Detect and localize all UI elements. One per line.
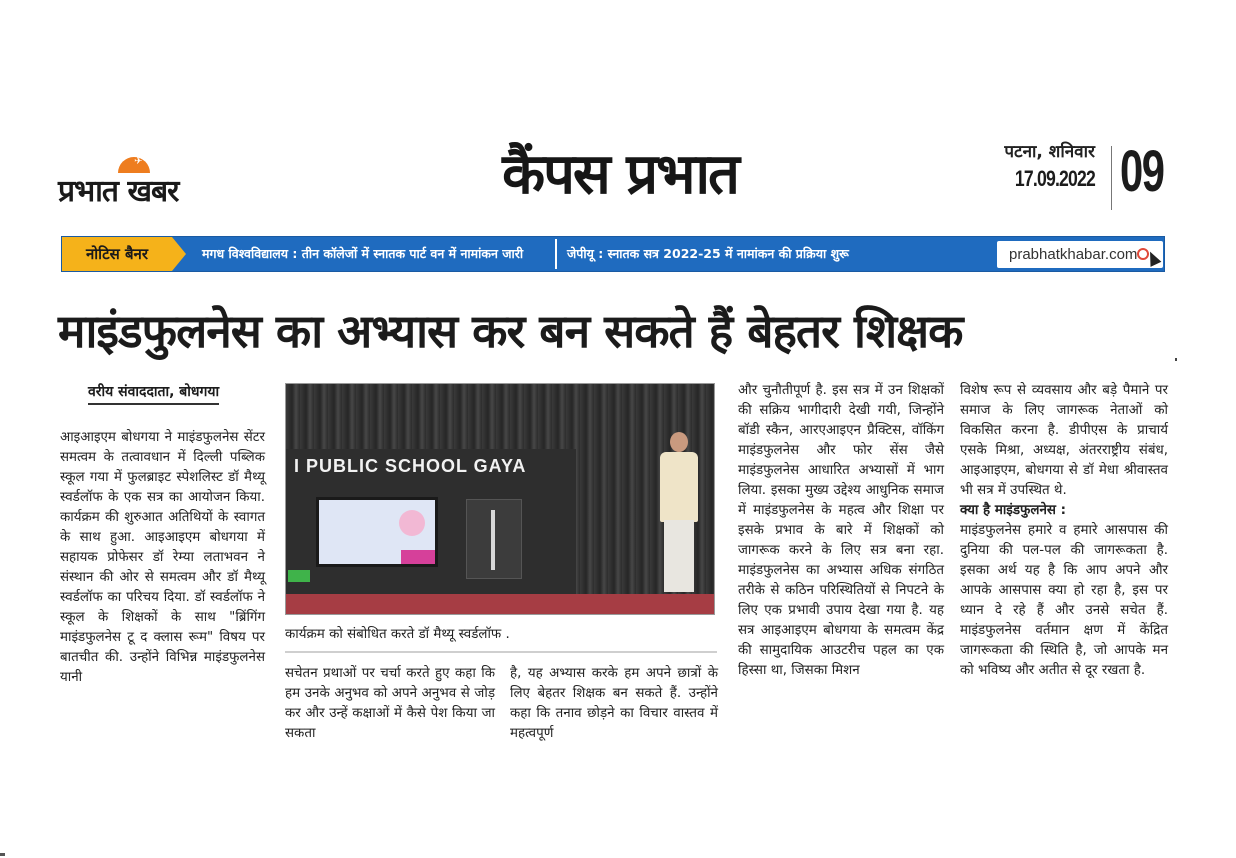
- speaker-shirt: [660, 452, 698, 522]
- page-number: 09: [1120, 139, 1164, 204]
- byline: वरीय संवाददाता, बोधगया: [88, 382, 219, 405]
- photo-caption: कार्यक्रम को संबोधित करते डॉ मैथ्यू स्वर्डलॉफ .: [285, 627, 510, 642]
- paragraph: माइंडफुलनेस हमारे व हमारे आसपास की दुनिया की पल-पल की जागरूकता है. इसका अर्थ यह है कि आप अपने और आपके आसपास क्या हो रहा है, इस पर ध्यान दे रहे हैं और उनसे सचेत हैं. माइंडफुलनेस वर्तमान क्षण में केंद्रित जागरूकता की स्थिति है, जो आपके मन को भविष्य और अतीत से दूर रखता है.: [960, 523, 1168, 678]
- dateline: [985, 140, 1095, 194]
- paragraph: और चुनौतीपूर्ण है. इस सत्र में उन शिक्षकों की सक्रिय भागीदारी देखी गयी, जिन्होंने बॉडी स्कैन, आरएआइएन प्रैक्टिस, वॉकिंग माइंडफुलनेस और फोर सेंस जैसे माइंडफुलनेस आधारित अभ्यासों में भाग लिया. इसका मुख्य उद्देश्य आधुनिक समाज में माइंडफुलनेस के महत्व और शिक्षा पर इसके प्रभाव के बारे में शिक्षकों को जागरूक करने के लिए सत्र बना रहा. माइंडफुलनेस का अभ्यास अधिक संगठित तरीके से कठिन परिस्थितियों से निपटने के लिए एक प्रभावी उपाय देखा गया है. यह सत्र आइआइएम बोधगया के समत्वम केंद्र की सामुदायिक आउटरीच पहल का एक हिस्सा था, जिसका मिशन: [738, 383, 944, 678]
- slide-graphic: [401, 550, 435, 564]
- notice-banner-tag: [62, 237, 172, 271]
- cursor-icon: [1145, 249, 1162, 267]
- banner-divider: [555, 239, 557, 269]
- city-day: पटना, शनिवार: [1004, 142, 1095, 162]
- article-photo[interactable]: [285, 383, 715, 615]
- trident-emblem: [466, 499, 522, 579]
- notice-item[interactable]: मगध विश्वविद्यालय : तीन कॉलेजों में स्नातक पार्ट वन में नामांकन जारी: [202, 246, 524, 261]
- bird-icon: ✈: [134, 156, 143, 167]
- article-column-5: [960, 381, 1168, 681]
- section-title: कैंपस प्रभात: [502, 142, 738, 207]
- website-text: prabhatkhabar.com: [1009, 246, 1138, 263]
- article-column-1: [60, 428, 265, 688]
- print-mark: [0, 853, 5, 856]
- logo-text: प्रभात खबर: [58, 174, 179, 209]
- subheading: क्या है माइंडफुलनेस :: [960, 503, 1066, 518]
- speaker-head: [670, 432, 688, 452]
- speaker-trousers: [664, 520, 694, 592]
- dateline-divider: [1111, 146, 1112, 210]
- website-link[interactable]: [997, 241, 1163, 268]
- article-headline: माइंडफुलनेस का अभ्यास कर बन सकते हैं बेहतर शिक्षक: [58, 304, 963, 358]
- article-column-4: [738, 381, 944, 681]
- trident-icon: [491, 510, 495, 570]
- school-sign: I PUBLIC SCHOOL GAYA: [294, 456, 527, 476]
- paragraph: आइआइएम बोधगया ने माइंडफुलनेस सेंटर समत्वम के तत्वावधान में दिल्ली पब्लिक स्कूल गया में फुलब्राइट स्पेशलिस्ट डॉ मैथ्यू स्वर्डलॉफ के एक सत्र का आयोजन किया. कार्यक्रम की शुरुआत अतिथियों के स्वागत के साथ हुआ. आइआइएम बोधगया में सहायक प्रोफेसर डॉ रेम्या लताभवन ने संस्थान की ओर से समत्वम और डॉ मैथ्यू स्वर्डलॉफ का परिचय दिया. डॉ स्वर्डलॉफ ने स्कूल के शिक्षकों के साथ "ब्रिंगिंग माइंडफुलनेस टू द क्लास रूम" विषय पर बातचीत की. उन्होंने विभिन्न माइंडफुलनेस यानी: [60, 430, 265, 685]
- stage-floor: [286, 594, 714, 615]
- notice-banner-label: नोटिस बैनर: [85, 245, 149, 263]
- notice-item[interactable]: जेपीयू : स्नातक सत्र 2022-25 में नामांकन की प्रक्रिया शुरू: [567, 246, 849, 261]
- article-column-3: [510, 664, 718, 744]
- paragraph: है, यह अभ्यास करके हम अपने छात्रों के लिए बेहतर शिक्षक बन सकते हैं. उन्होंने कहा कि तनाव छोड़ने का विचार वास्तव में महत्वपूर्ण: [510, 666, 718, 741]
- caption-divider: [285, 651, 717, 653]
- print-mark: [1175, 358, 1177, 361]
- article-column-2: [285, 664, 495, 744]
- green-sign: [288, 570, 310, 582]
- speaker-figure: [658, 432, 698, 592]
- prabhat-khabar-logo[interactable]: [58, 155, 208, 213]
- notice-banner: [61, 236, 1165, 272]
- slide-graphic: [399, 510, 425, 536]
- date: 17.09.2022: [1014, 166, 1095, 191]
- presentation-screen: [316, 497, 438, 567]
- paragraph: विशेष रूप से व्यवसाय और बड़े पैमाने पर समाज के लिए जागरूक नेताओं को विकसित करना है. डीपीएस के प्राचार्य एसके मिश्रा, अध्यक्ष, अंतरराष्ट्रीय संबंध, आइआइएम, बोधगया से डॉ मेधा श्रीवास्तव भी सत्र में उपस्थित थे.: [960, 383, 1168, 498]
- paragraph: सचेतन प्रथाओं पर चर्चा करते हुए कहा कि हम उनके अनुभव को अपने अनुभव से जोड़ कर और उन्हें कक्षाओं में कैसे पेश किया जा सकता: [285, 666, 495, 741]
